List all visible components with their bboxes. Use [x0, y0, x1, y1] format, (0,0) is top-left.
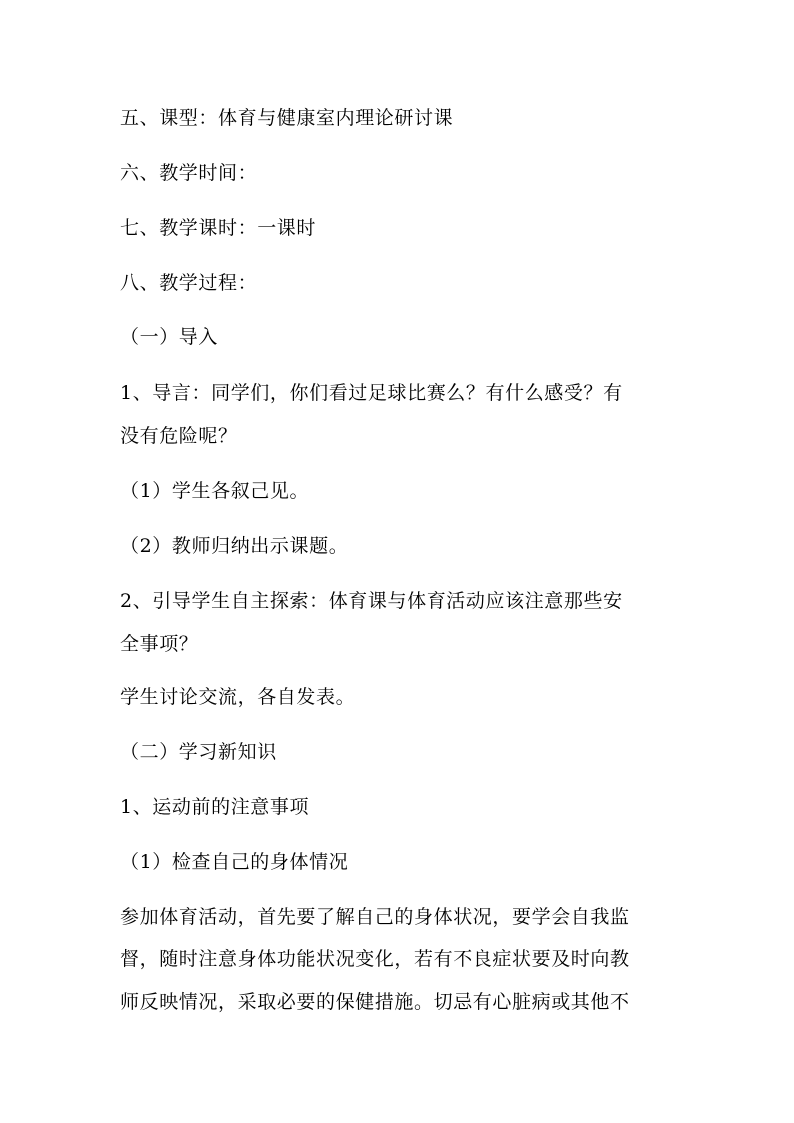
text-line: 督，随时注意身体功能状况变化，若有不良症状要及时向教 — [120, 948, 630, 970]
text-line: （一）导入 — [120, 326, 219, 348]
text-line: 2、引导学生自主探索：体育课与体育活动应该注意那些安 — [120, 590, 623, 612]
text-line: 七、教学课时：一课时 — [120, 217, 317, 239]
text-line: 全事项？ — [120, 633, 199, 655]
text-line: 1、运动前的注意事项 — [120, 796, 310, 818]
text-line: 参加体育活动，首先要了解自己的身体状况，要学会自我监 — [120, 906, 630, 928]
text-line: 八、教学过程： — [120, 272, 258, 294]
text-line: 师反映情况，采取必要的保健措施。切忌有心脏病或其他不 — [120, 991, 630, 1013]
text-line: 1、导言：同学们，你们看过足球比赛么？有什么感受？有 — [120, 382, 623, 404]
text-line: 学生讨论交流，各自发表。 — [120, 686, 356, 708]
text-line: （2）教师归纳出示课题。 — [120, 535, 349, 557]
text-line: 六、教学时间： — [120, 162, 258, 184]
text-line: （1）检查自己的身体情况 — [120, 851, 349, 873]
text-line: 没有危险呢？ — [120, 425, 238, 447]
text-line: （1）学生各叙己见。 — [120, 480, 310, 502]
text-line: （二）学习新知识 — [120, 741, 277, 763]
text-line: 五、课型：体育与健康室内理论研讨课 — [120, 107, 454, 129]
